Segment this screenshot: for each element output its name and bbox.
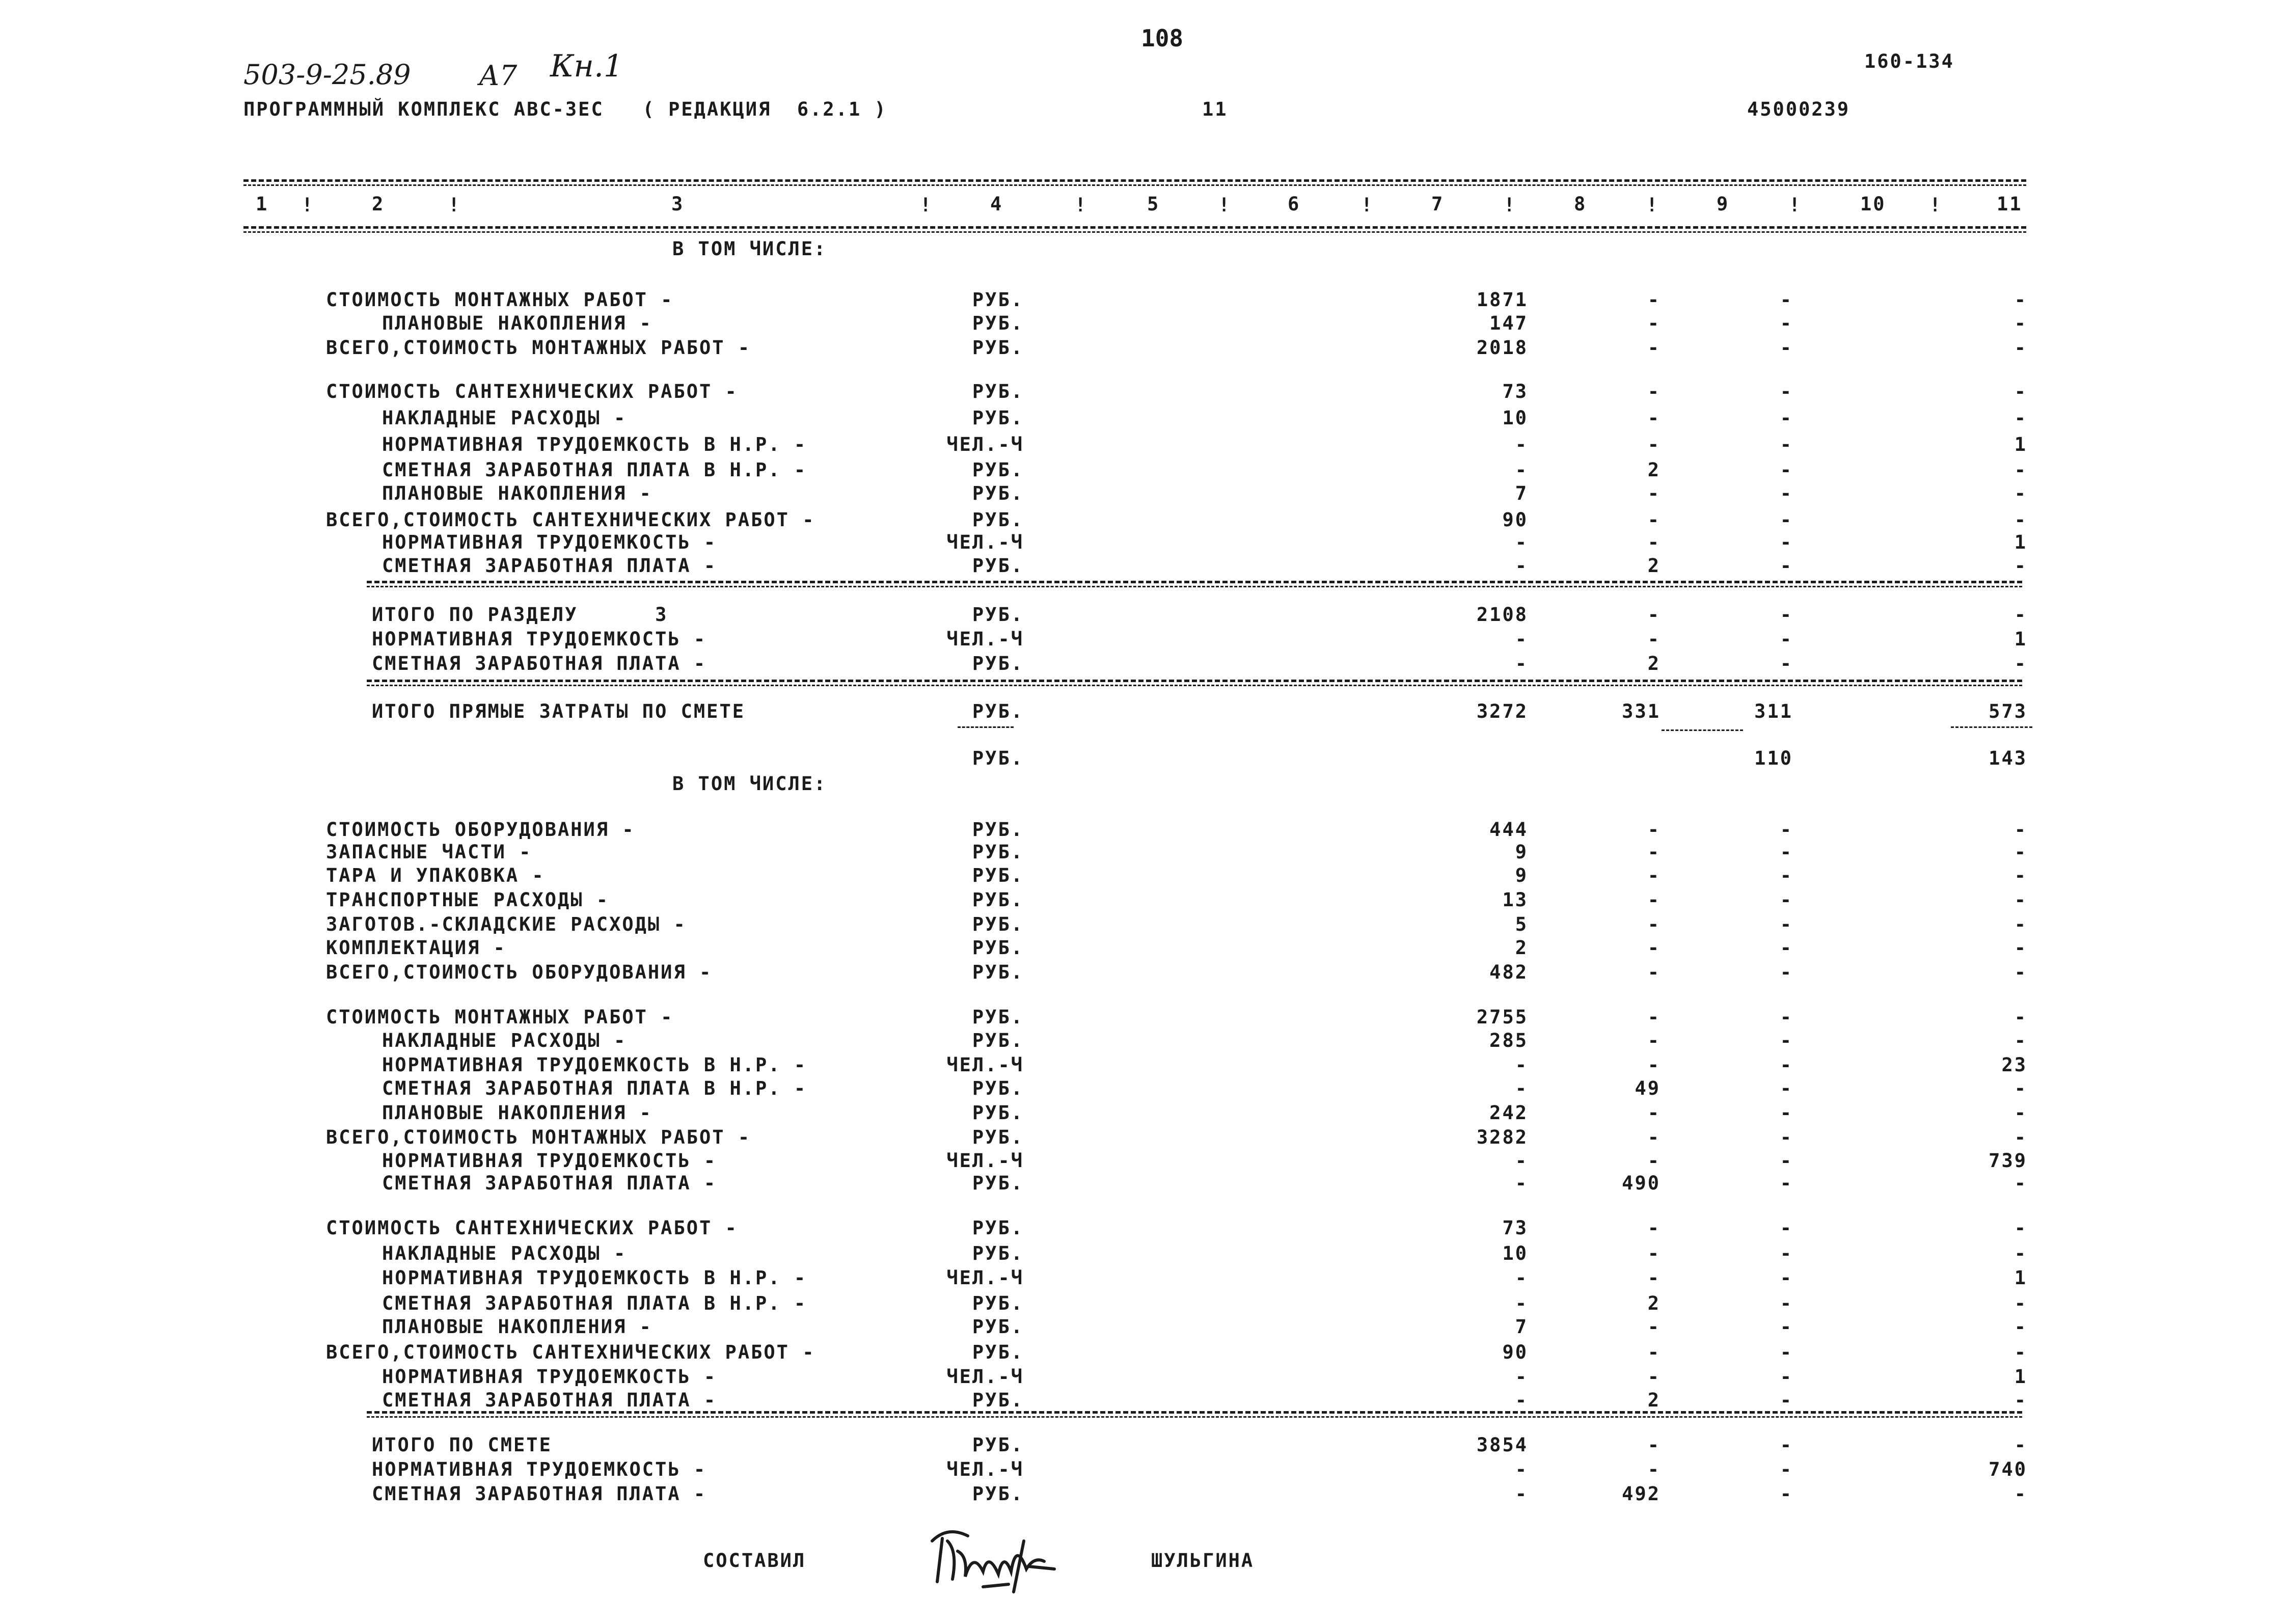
- cell-c8: -: [1647, 937, 1661, 959]
- row-label: НОРМАТИВНАЯ ТРУДОЕМКОСТЬ -: [372, 1458, 707, 1480]
- row-label: ТАРА И УПАКОВКА -: [326, 864, 545, 886]
- cell-c9: -: [1780, 961, 1793, 983]
- cell-c11: -: [2014, 864, 2027, 886]
- row-unit: ЧЕЛ.-Ч: [946, 1054, 1024, 1076]
- row-unit: РУБ.: [972, 653, 1024, 674]
- row-label: СТОИМОСТЬ САНТЕХНИЧЕСКИХ РАБОТ -: [326, 1217, 738, 1239]
- cell-c11: -: [2014, 889, 2027, 911]
- row-unit: РУБ.: [972, 1242, 1024, 1264]
- cell-c8: 2: [1647, 555, 1661, 577]
- cell-c8: -: [1647, 864, 1661, 886]
- section-rule: [367, 586, 2022, 587]
- page-number: 108: [1141, 24, 1184, 52]
- cell-c7: 7: [1515, 482, 1528, 504]
- album-code: А7: [479, 60, 518, 92]
- cell-c8: -: [1647, 1030, 1661, 1051]
- cell-c9: -: [1780, 1458, 1793, 1480]
- cell-c9: -: [1780, 604, 1793, 626]
- row-label: НОРМАТИВНАЯ ТРУДОЕМКОСТЬ -: [382, 1150, 717, 1172]
- row-label: СМЕТНАЯ ЗАРАБОТНАЯ ПЛАТА -: [372, 1483, 707, 1505]
- cell-c8: -: [1647, 604, 1661, 626]
- handwritten-signature: [927, 1521, 1070, 1597]
- row-label: СМЕТНАЯ ЗАРАБОТНАЯ ПЛАТА В Н.Р. -: [382, 459, 807, 481]
- row-label: СМЕТНАЯ ЗАРАБОТНАЯ ПЛАТА В Н.Р. -: [382, 1292, 807, 1314]
- cell-c11: -: [2014, 1242, 2027, 1264]
- cell-c11: 573: [1989, 700, 2027, 722]
- cell-c11: 1: [2014, 1267, 2027, 1289]
- cell-c8: 2: [1647, 459, 1661, 481]
- row-label: ЗАГОТОВ.-СКЛАДСКИЕ РАСХОДЫ -: [326, 913, 687, 935]
- column-number: 1: [256, 193, 269, 215]
- cell-c7: 1871: [1476, 289, 1528, 311]
- cell-c11: -: [2014, 1341, 2027, 1363]
- cell-c7: 9: [1515, 864, 1528, 886]
- cell-c11: 740: [1989, 1458, 2027, 1480]
- row-unit: РУБ.: [972, 1006, 1024, 1028]
- cell-c9: -: [1780, 555, 1793, 577]
- cell-c8: -: [1647, 1102, 1661, 1124]
- cell-c9: -: [1780, 889, 1793, 911]
- cell-c7: 9: [1515, 841, 1528, 863]
- doc-code: 503-9-25.89: [243, 59, 411, 91]
- cell-c7: 285: [1489, 1030, 1528, 1051]
- row-unit: РУБ.: [972, 1341, 1024, 1363]
- cell-c7: 90: [1502, 1341, 1528, 1363]
- cell-c8: -: [1647, 1366, 1661, 1388]
- cell-c11: -: [2014, 289, 2027, 311]
- cell-c11: -: [2014, 337, 2027, 359]
- cell-c11: 143: [1989, 747, 2027, 769]
- row-label: ИТОГО ПО СМЕТЕ: [372, 1434, 552, 1456]
- cell-c9: -: [1780, 1102, 1793, 1124]
- row-unit: РУБ.: [972, 913, 1024, 935]
- cell-c9: -: [1780, 1434, 1793, 1456]
- row-unit: РУБ.: [972, 1077, 1024, 1099]
- header-bottom-rule-2: [243, 231, 2026, 233]
- row-unit: ЧЕЛ.-Ч: [946, 1150, 1024, 1172]
- cell-c7: 147: [1489, 312, 1528, 334]
- cell-c9: -: [1780, 1316, 1793, 1338]
- row-label: СМЕТНАЯ ЗАРАБОТНАЯ ПЛАТА В Н.Р. -: [382, 1077, 807, 1099]
- column-separator: !: [448, 194, 461, 216]
- row-unit: РУБ.: [972, 289, 1024, 311]
- cell-c9: -: [1780, 1172, 1793, 1194]
- cell-c9: -: [1780, 337, 1793, 359]
- cell-c11: -: [2014, 312, 2027, 334]
- header-bottom-rule: [243, 226, 2026, 229]
- row-unit: РУБ.: [972, 1483, 1024, 1505]
- row-label: НОРМАТИВНАЯ ТРУДОЕМКОСТЬ В Н.Р. -: [382, 1054, 807, 1076]
- cell-c8: 331: [1622, 700, 1661, 722]
- cell-c9: -: [1780, 289, 1793, 311]
- cell-c9: -: [1780, 1217, 1793, 1239]
- row-unit: РУБ.: [972, 841, 1024, 863]
- sheet-number: 11: [1202, 98, 1228, 120]
- row-unit: РУБ.: [972, 889, 1024, 911]
- cell-c9: -: [1780, 1006, 1793, 1028]
- cell-c8: -: [1647, 1316, 1661, 1338]
- cell-c11: -: [2014, 1316, 2027, 1338]
- cell-c8: -: [1647, 1267, 1661, 1289]
- row-unit: РУБ.: [972, 604, 1024, 626]
- cell-c9: -: [1780, 482, 1793, 504]
- cell-c9: -: [1780, 653, 1793, 674]
- short-rule: [958, 726, 1014, 728]
- row-label: ПЛАНОВЫЕ НАКОПЛЕНИЯ -: [382, 1102, 652, 1124]
- cell-c7: -: [1515, 1389, 1528, 1411]
- cell-c8: -: [1647, 312, 1661, 334]
- column-number: 2: [372, 193, 385, 215]
- cell-c7: -: [1515, 1054, 1528, 1076]
- cell-c8: -: [1647, 889, 1661, 911]
- cell-c8: -: [1647, 1217, 1661, 1239]
- row-unit: ЧЕЛ.-Ч: [946, 1458, 1024, 1480]
- cell-c8: -: [1647, 434, 1661, 455]
- cell-c8: -: [1647, 961, 1661, 983]
- row-label: НОРМАТИВНАЯ ТРУДОЕМКОСТЬ -: [372, 628, 707, 650]
- cell-c8: -: [1647, 381, 1661, 402]
- header-top-rule-2: [243, 184, 2026, 186]
- cell-c11: -: [2014, 1389, 2027, 1411]
- cell-c9: -: [1780, 381, 1793, 402]
- cell-c9: -: [1780, 407, 1793, 429]
- cell-c7: 242: [1489, 1102, 1528, 1124]
- cell-c7: 90: [1502, 509, 1528, 531]
- column-separator: !: [302, 194, 315, 216]
- cell-c9: 311: [1754, 700, 1793, 722]
- row-label: НАКЛАДНЫЕ РАСХОДЫ -: [382, 1030, 627, 1051]
- cell-c8: -: [1647, 482, 1661, 504]
- row-unit: РУБ.: [972, 407, 1024, 429]
- cell-c8: -: [1647, 1006, 1661, 1028]
- short-rule: [1951, 726, 2032, 728]
- cell-c11: 1: [2014, 1366, 2027, 1388]
- column-number: 10: [1860, 193, 1886, 215]
- cell-c11: 1: [2014, 531, 2027, 553]
- cell-c7: -: [1515, 459, 1528, 481]
- cell-c11: -: [2014, 1126, 2027, 1148]
- cell-c7: 13: [1502, 889, 1528, 911]
- row-unit: ЧЕЛ.-Ч: [946, 628, 1024, 650]
- row-label: ПЛАНОВЫЕ НАКОПЛЕНИЯ -: [382, 1316, 652, 1338]
- right-code: 160-134: [1864, 50, 1954, 72]
- cell-c9: -: [1780, 1389, 1793, 1411]
- row-label: НОРМАТИВНАЯ ТРУДОЕМКОСТЬ В Н.Р. -: [382, 1267, 807, 1289]
- cell-c9: -: [1780, 913, 1793, 935]
- row-label: СМЕТНАЯ ЗАРАБОТНАЯ ПЛАТА -: [382, 1389, 717, 1411]
- cell-c8: 2: [1647, 1292, 1661, 1314]
- row-label: НАКЛАДНЫЕ РАСХОДЫ -: [382, 1242, 627, 1264]
- cell-c9: -: [1780, 1242, 1793, 1264]
- cell-c11: -: [2014, 1077, 2027, 1099]
- cell-c8: 49: [1635, 1077, 1661, 1099]
- cell-c8: 2: [1647, 653, 1661, 674]
- cell-c9: -: [1780, 841, 1793, 863]
- row-label: НАКЛАДНЫЕ РАСХОДЫ -: [382, 407, 627, 429]
- cell-c11: -: [2014, 961, 2027, 983]
- cell-c7: -: [1515, 628, 1528, 650]
- section-rule: [367, 1416, 2022, 1418]
- row-label: ИТОГО ПРЯМЫЕ ЗАТРАТЫ ПО СМЕТЕ: [372, 700, 746, 722]
- cell-c9: -: [1780, 628, 1793, 650]
- cell-c7: 2755: [1476, 1006, 1528, 1028]
- cell-c11: -: [2014, 381, 2027, 402]
- section-rule: [367, 685, 2022, 686]
- row-label: СТОИМОСТЬ МОНТАЖНЫХ РАБОТ -: [326, 1006, 674, 1028]
- column-number: 6: [1288, 193, 1301, 215]
- cell-c8: -: [1647, 841, 1661, 863]
- column-number: 11: [1997, 193, 2023, 215]
- cell-c7: 2018: [1476, 337, 1528, 359]
- row-unit: РУБ.: [972, 864, 1024, 886]
- column-separator: !: [1646, 194, 1659, 216]
- row-label: СТОИМОСТЬ МОНТАЖНЫХ РАБОТ -: [326, 289, 674, 311]
- row-label: В ТОМ ЧИСЛЕ:: [672, 773, 827, 795]
- column-separator: !: [1075, 194, 1088, 216]
- row-label: СТОИМОСТЬ САНТЕХНИЧЕСКИХ РАБОТ -: [326, 381, 738, 402]
- cell-c7: -: [1515, 653, 1528, 674]
- cell-c8: -: [1647, 913, 1661, 935]
- cell-c9: -: [1780, 1341, 1793, 1363]
- row-unit: РУБ.: [972, 337, 1024, 359]
- row-label: ИТОГО ПО РАЗДЕЛУ 3: [372, 604, 668, 626]
- cell-c11: -: [2014, 1292, 2027, 1314]
- cell-c9: -: [1780, 1366, 1793, 1388]
- cell-c11: -: [2014, 1102, 2027, 1124]
- cell-c7: -: [1515, 1366, 1528, 1388]
- column-number: 4: [990, 193, 1003, 215]
- cell-c9: -: [1780, 1150, 1793, 1172]
- section-rule: [367, 1411, 2022, 1414]
- cell-c11: -: [2014, 937, 2027, 959]
- row-unit: РУБ.: [972, 700, 1024, 722]
- row-unit: ЧЕЛ.-Ч: [946, 434, 1024, 455]
- cell-c8: -: [1647, 1242, 1661, 1264]
- cell-c7: -: [1515, 1172, 1528, 1194]
- program-title: ПРОГРАММНЫЙ КОМПЛЕКС АВС-3ЕС ( РЕДАКЦИЯ 6.2.1 ): [243, 98, 887, 120]
- cell-c8: -: [1647, 289, 1661, 311]
- cell-c8: -: [1647, 628, 1661, 650]
- row-unit: РУБ.: [972, 1217, 1024, 1239]
- cell-c9: -: [1780, 531, 1793, 553]
- column-separator: !: [1218, 194, 1232, 216]
- cell-c7: 10: [1502, 407, 1528, 429]
- cell-c9: -: [1780, 1483, 1793, 1505]
- row-unit: РУБ.: [972, 1030, 1024, 1051]
- cell-c11: -: [2014, 819, 2027, 841]
- cell-c11: -: [2014, 482, 2027, 504]
- cell-c7: 7: [1515, 1316, 1528, 1338]
- row-unit: РУБ.: [972, 1316, 1024, 1338]
- cell-c7: 2: [1515, 937, 1528, 959]
- cell-c8: -: [1647, 531, 1661, 553]
- row-unit: РУБ.: [972, 509, 1024, 531]
- row-unit: РУБ.: [972, 381, 1024, 402]
- short-rule: [1662, 729, 1743, 731]
- cell-c11: 1: [2014, 628, 2027, 650]
- cell-c9: 110: [1754, 747, 1793, 769]
- row-label: В ТОМ ЧИСЛЕ:: [672, 238, 827, 260]
- column-separator: !: [1929, 194, 1943, 216]
- cell-c11: 1: [2014, 434, 2027, 455]
- column-number: 7: [1431, 193, 1445, 215]
- row-label: НОРМАТИВНАЯ ТРУДОЕМКОСТЬ -: [382, 1366, 717, 1388]
- column-separator: !: [1361, 194, 1374, 216]
- row-label: КОМПЛЕКТАЦИЯ -: [326, 937, 506, 959]
- column-number: 9: [1717, 193, 1730, 215]
- cell-c11: 23: [2001, 1054, 2027, 1076]
- cell-c11: -: [2014, 509, 2027, 531]
- cell-c8: -: [1647, 1054, 1661, 1076]
- cell-c7: -: [1515, 531, 1528, 553]
- cell-c8: 492: [1622, 1483, 1661, 1505]
- cell-c11: -: [2014, 1434, 2027, 1456]
- row-label: СМЕТНАЯ ЗАРАБОТНАЯ ПЛАТА -: [382, 1172, 717, 1194]
- cell-c9: -: [1780, 1292, 1793, 1314]
- cell-c7: 3282: [1476, 1126, 1528, 1148]
- cell-c9: -: [1780, 1077, 1793, 1099]
- compiler-name: ШУЛЬГИНА: [1151, 1550, 1255, 1572]
- row-unit: ЧЕЛ.-Ч: [946, 531, 1024, 553]
- cell-c11: -: [2014, 1030, 2027, 1051]
- cell-c7: -: [1515, 1458, 1528, 1480]
- cell-c11: 739: [1989, 1150, 2027, 1172]
- row-unit: РУБ.: [972, 937, 1024, 959]
- cell-c9: -: [1780, 864, 1793, 886]
- cell-c7: 73: [1502, 381, 1528, 402]
- row-label: НОРМАТИВНАЯ ТРУДОЕМКОСТЬ -: [382, 531, 717, 553]
- book-number: Кн.1: [550, 48, 623, 84]
- cell-c9: -: [1780, 434, 1793, 455]
- row-unit: РУБ.: [972, 482, 1024, 504]
- cell-c11: -: [2014, 459, 2027, 481]
- cell-c7: -: [1515, 434, 1528, 455]
- row-unit: РУБ.: [972, 747, 1024, 769]
- cell-c8: 2: [1647, 1389, 1661, 1411]
- row-label: ЗАПАСНЫЕ ЧАСТИ -: [326, 841, 532, 863]
- row-unit: РУБ.: [972, 1102, 1024, 1124]
- cell-c7: 73: [1502, 1217, 1528, 1239]
- cell-c7: 10: [1502, 1242, 1528, 1264]
- cell-c9: -: [1780, 1054, 1793, 1076]
- column-separator: !: [1789, 194, 1802, 216]
- section-rule: [367, 680, 2022, 682]
- cell-c8: -: [1647, 1341, 1661, 1363]
- cell-c8: -: [1647, 1126, 1661, 1148]
- row-label: ВСЕГО,СТОИМОСТЬ МОНТАЖНЫХ РАБОТ -: [326, 1126, 751, 1148]
- cell-c8: -: [1647, 407, 1661, 429]
- cell-c11: -: [2014, 407, 2027, 429]
- row-unit: РУБ.: [972, 1172, 1024, 1194]
- cell-c11: -: [2014, 1217, 2027, 1239]
- column-separator: !: [1504, 194, 1517, 216]
- cell-c7: -: [1515, 1267, 1528, 1289]
- row-unit: РУБ.: [972, 459, 1024, 481]
- cell-c9: -: [1780, 819, 1793, 841]
- row-label: СТОИМОСТЬ ОБОРУДОВАНИЯ -: [326, 819, 635, 841]
- cell-c9: -: [1780, 459, 1793, 481]
- cell-c11: -: [2014, 604, 2027, 626]
- row-label: ПЛАНОВЫЕ НАКОПЛЕНИЯ -: [382, 482, 652, 504]
- row-unit: РУБ.: [972, 1434, 1024, 1456]
- cell-c8: -: [1647, 1458, 1661, 1480]
- cell-c9: -: [1780, 1267, 1793, 1289]
- row-label: СМЕТНАЯ ЗАРАБОТНАЯ ПЛАТА -: [382, 555, 717, 577]
- row-label: ВСЕГО,СТОИМОСТЬ САНТЕХНИЧЕСКИХ РАБОТ -: [326, 509, 815, 531]
- row-unit: РУБ.: [972, 819, 1024, 841]
- row-unit: РУБ.: [972, 1126, 1024, 1148]
- cell-c11: -: [2014, 913, 2027, 935]
- cell-c8: 490: [1622, 1172, 1661, 1194]
- row-label: ВСЕГО,СТОИМОСТЬ САНТЕХНИЧЕСКИХ РАБОТ -: [326, 1341, 815, 1363]
- row-label: СМЕТНАЯ ЗАРАБОТНАЯ ПЛАТА -: [372, 653, 707, 674]
- cell-c9: -: [1780, 937, 1793, 959]
- row-unit: ЧЕЛ.-Ч: [946, 1366, 1024, 1388]
- cell-c9: -: [1780, 1126, 1793, 1148]
- row-unit: РУБ.: [972, 1292, 1024, 1314]
- row-label: ПЛАНОВЫЕ НАКОПЛЕНИЯ -: [382, 312, 652, 334]
- row-unit: РУБ.: [972, 1389, 1024, 1411]
- row-label: ТРАНСПОРТНЫЕ РАСХОДЫ -: [326, 889, 610, 911]
- cell-c7: -: [1515, 1150, 1528, 1172]
- cell-c7: 2108: [1476, 604, 1528, 626]
- section-rule: [367, 581, 2022, 583]
- cell-c7: 3854: [1476, 1434, 1528, 1456]
- column-number: 5: [1147, 193, 1160, 215]
- cell-c9: -: [1780, 1030, 1793, 1051]
- row-unit: РУБ.: [972, 961, 1024, 983]
- cell-c11: -: [2014, 1483, 2027, 1505]
- cell-c9: -: [1780, 509, 1793, 531]
- cell-c7: 444: [1489, 819, 1528, 841]
- cell-c11: -: [2014, 1006, 2027, 1028]
- cell-c8: -: [1647, 819, 1661, 841]
- row-label: НОРМАТИВНАЯ ТРУДОЕМКОСТЬ В Н.Р. -: [382, 434, 807, 455]
- row-unit: ЧЕЛ.-Ч: [946, 1267, 1024, 1289]
- cell-c11: -: [2014, 1172, 2027, 1194]
- compiled-by-label: СОСТАВИЛ: [703, 1550, 806, 1572]
- column-separator: !: [920, 194, 933, 216]
- column-number: 3: [671, 193, 685, 215]
- cell-c8: -: [1647, 509, 1661, 531]
- row-label: ВСЕГО,СТОИМОСТЬ ОБОРУДОВАНИЯ -: [326, 961, 713, 983]
- cell-c7: -: [1515, 555, 1528, 577]
- cell-c11: -: [2014, 841, 2027, 863]
- cell-c8: -: [1647, 1150, 1661, 1172]
- cell-c7: -: [1515, 1077, 1528, 1099]
- row-unit: РУБ.: [972, 312, 1024, 334]
- cell-c11: -: [2014, 653, 2027, 674]
- cell-c8: -: [1647, 1434, 1661, 1456]
- cell-c7: 3272: [1476, 700, 1528, 722]
- row-unit: РУБ.: [972, 555, 1024, 577]
- cell-c11: -: [2014, 555, 2027, 577]
- cell-c7: 482: [1489, 961, 1528, 983]
- cell-c7: 5: [1515, 913, 1528, 935]
- cell-c7: -: [1515, 1292, 1528, 1314]
- cell-c7: -: [1515, 1483, 1528, 1505]
- row-label: ВСЕГО,СТОИМОСТЬ МОНТАЖНЫХ РАБОТ -: [326, 337, 751, 359]
- cell-c8: -: [1647, 337, 1661, 359]
- column-number: 8: [1574, 193, 1587, 215]
- header-top-rule: [243, 179, 2026, 182]
- cell-c9: -: [1780, 312, 1793, 334]
- right-number: 45000239: [1747, 98, 1850, 120]
